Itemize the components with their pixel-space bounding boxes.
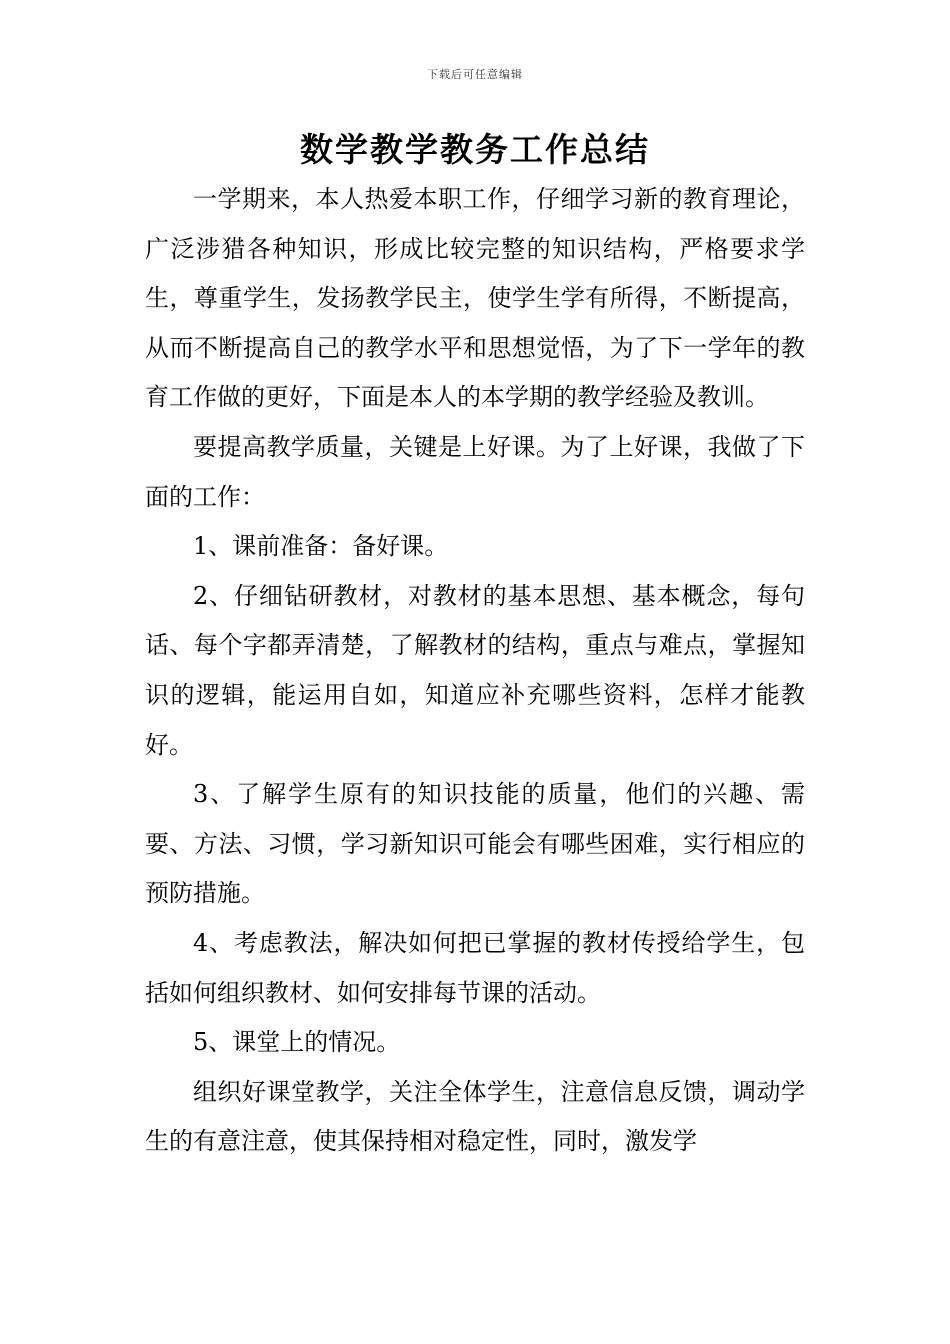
list-item-1: 1、课前准备：备好课。 xyxy=(193,532,449,561)
paragraph-intro: 一学期来，本人热爱本职工作，仔细学习新的教育理论，广泛涉猎各种知识，形成比较完整的知识结构，严格要求学生，尊重学生，发扬教学民主，使学生学有所得，不断提高，从而不断提高自己的教学水平和思想觉悟，为了下一学年的教育工作做的更好，下面是本人的本学期的教学经验及教训。 xyxy=(145,185,805,412)
list-item-3: 3、了解学生原有的知识技能的质量，他们的兴趣、需要、方法、习惯，学习新知识可能会有哪些困难，实行相应的预防措施。 xyxy=(145,780,805,908)
document-title: 数学教学教务工作总结 xyxy=(300,130,650,169)
list-item-4: 4、考虑教法，解决如何把已掌握的教材传授给学生，包括如何组织教材、如何安排每节课的活动。 xyxy=(145,928,805,1007)
header-note: 下载后可任意编辑 xyxy=(427,68,523,81)
list-item-5: 5、课堂上的情况。 xyxy=(193,1028,401,1057)
list-item-2: 2、仔细钻研教材，对教材的基本思想、基本概念，每句话、每个字都弄清楚，了解教材的结构，重点与难点，掌握知识的逻辑，能运用自如，知道应补充哪些资料，怎样才能教好。 xyxy=(145,581,805,759)
paragraph-classroom: 组织好课堂教学，关注全体学生，注意信息反馈，调动学生的有意注意，使其保持相对稳定性，同时，激发学 xyxy=(145,1077,805,1156)
document-body xyxy=(145,175,805,1167)
paragraph-lesson-quality: 要提高教学质量，关键是上好课。为了上好课，我做了下面的工作： xyxy=(145,432,805,511)
